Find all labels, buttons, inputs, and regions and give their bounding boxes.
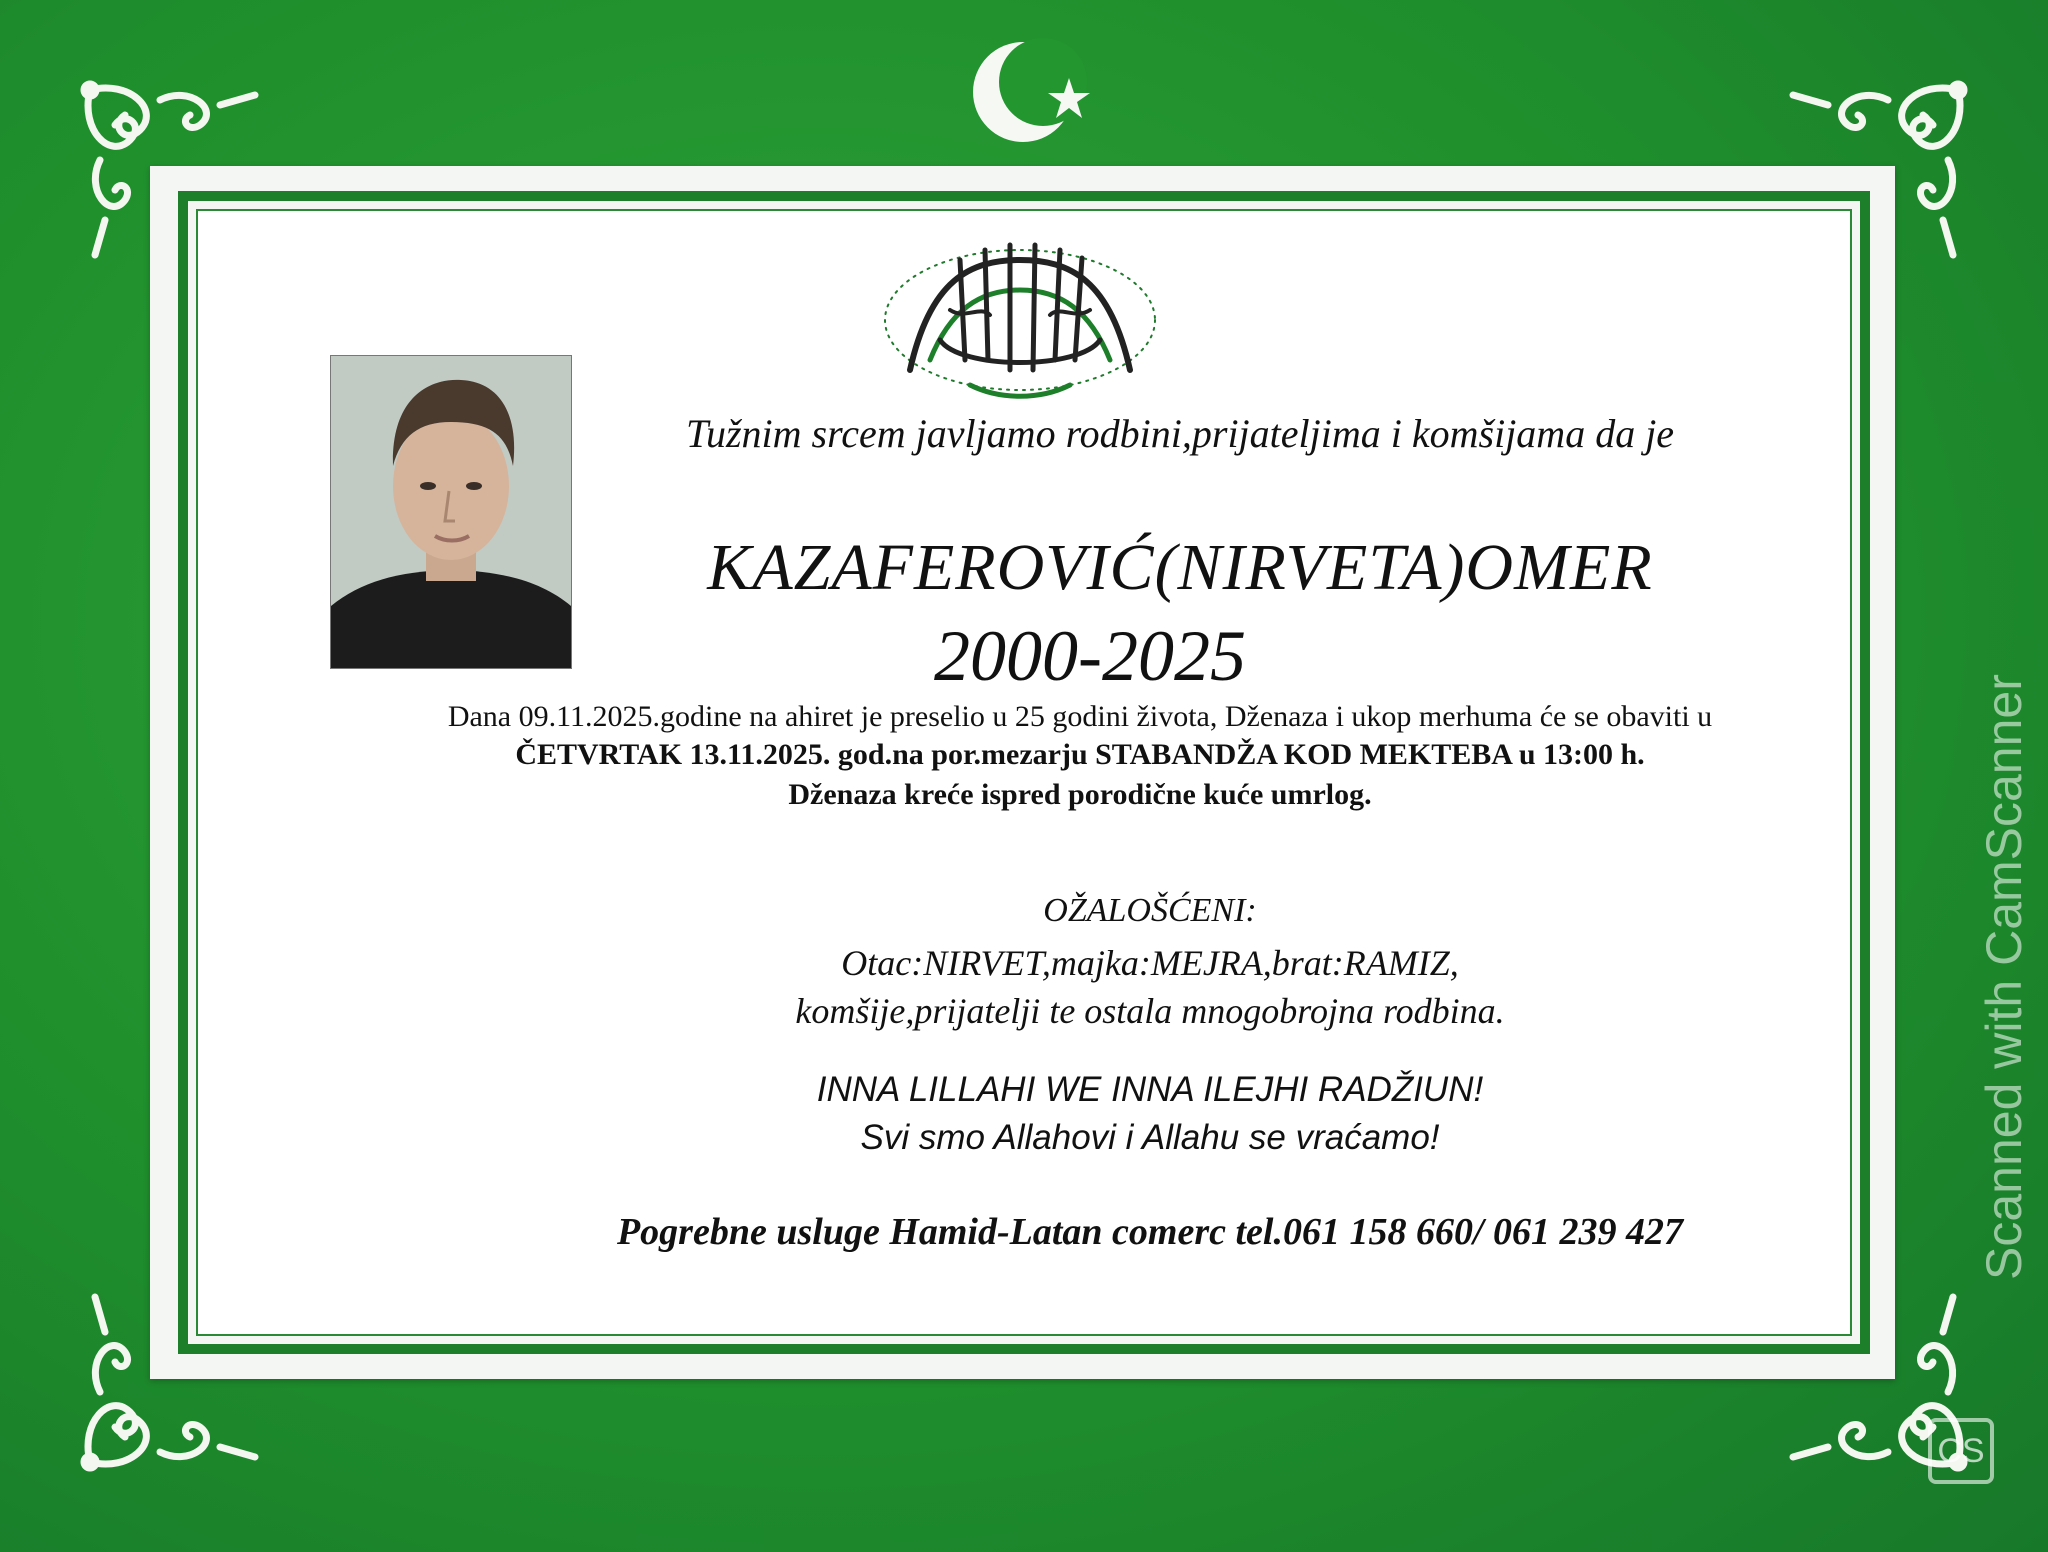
details-line-3: Dženaza kreće ispred porodične kuće umrlog. [788,778,1372,811]
scanner-watermark: Scanned with CamScanner [1976,674,2032,1280]
deceased-name: KAZAFEROVIĆ(NIRVETA)OMER [707,531,1653,604]
mourners-title: OŽALOŠĆENI: [1043,892,1257,929]
mourners-family: Otac:NIRVET,majka:MEJRA,brat:RAMIZ, [841,943,1459,983]
prayer-line-2: Svi smo Allahovi i Allahu se vraćamo! [860,1118,1440,1157]
arabic-calligraphy-icon [870,220,1170,410]
funeral-services-contact: Pogrebne usluge Hamid-Latan comerc tel.061 158 660/ 061 239 427 [616,1211,1684,1253]
details-line-2: ČETVRTAK 13.11.2025. god.na por.mezarju STABANDŽA KOD MEKTEBA u 13:00 h. [515,738,1645,771]
camscanner-logo-icon: CS [1928,1418,1994,1484]
crescent-and-star-icon [965,30,1095,160]
details-line-1: Dana 09.11.2025.godine na ahiret je preselio u 25 godini života, Dženaza i ukop merhuma će se obaviti u [447,700,1713,733]
intro-text: Tužnim srcem javljamo rodbini,prijateljima i komšijama da je [685,411,1675,456]
life-years: 2000-2025 [934,616,1246,696]
portrait-photo [330,355,572,669]
prayer-line-1: INNA LILLAHI WE INNA ILEJHI RADŽIUN! [816,1070,1484,1109]
mourners-others: komšije,prijatelji te ostala mnogobrojna rodbina. [795,991,1505,1031]
